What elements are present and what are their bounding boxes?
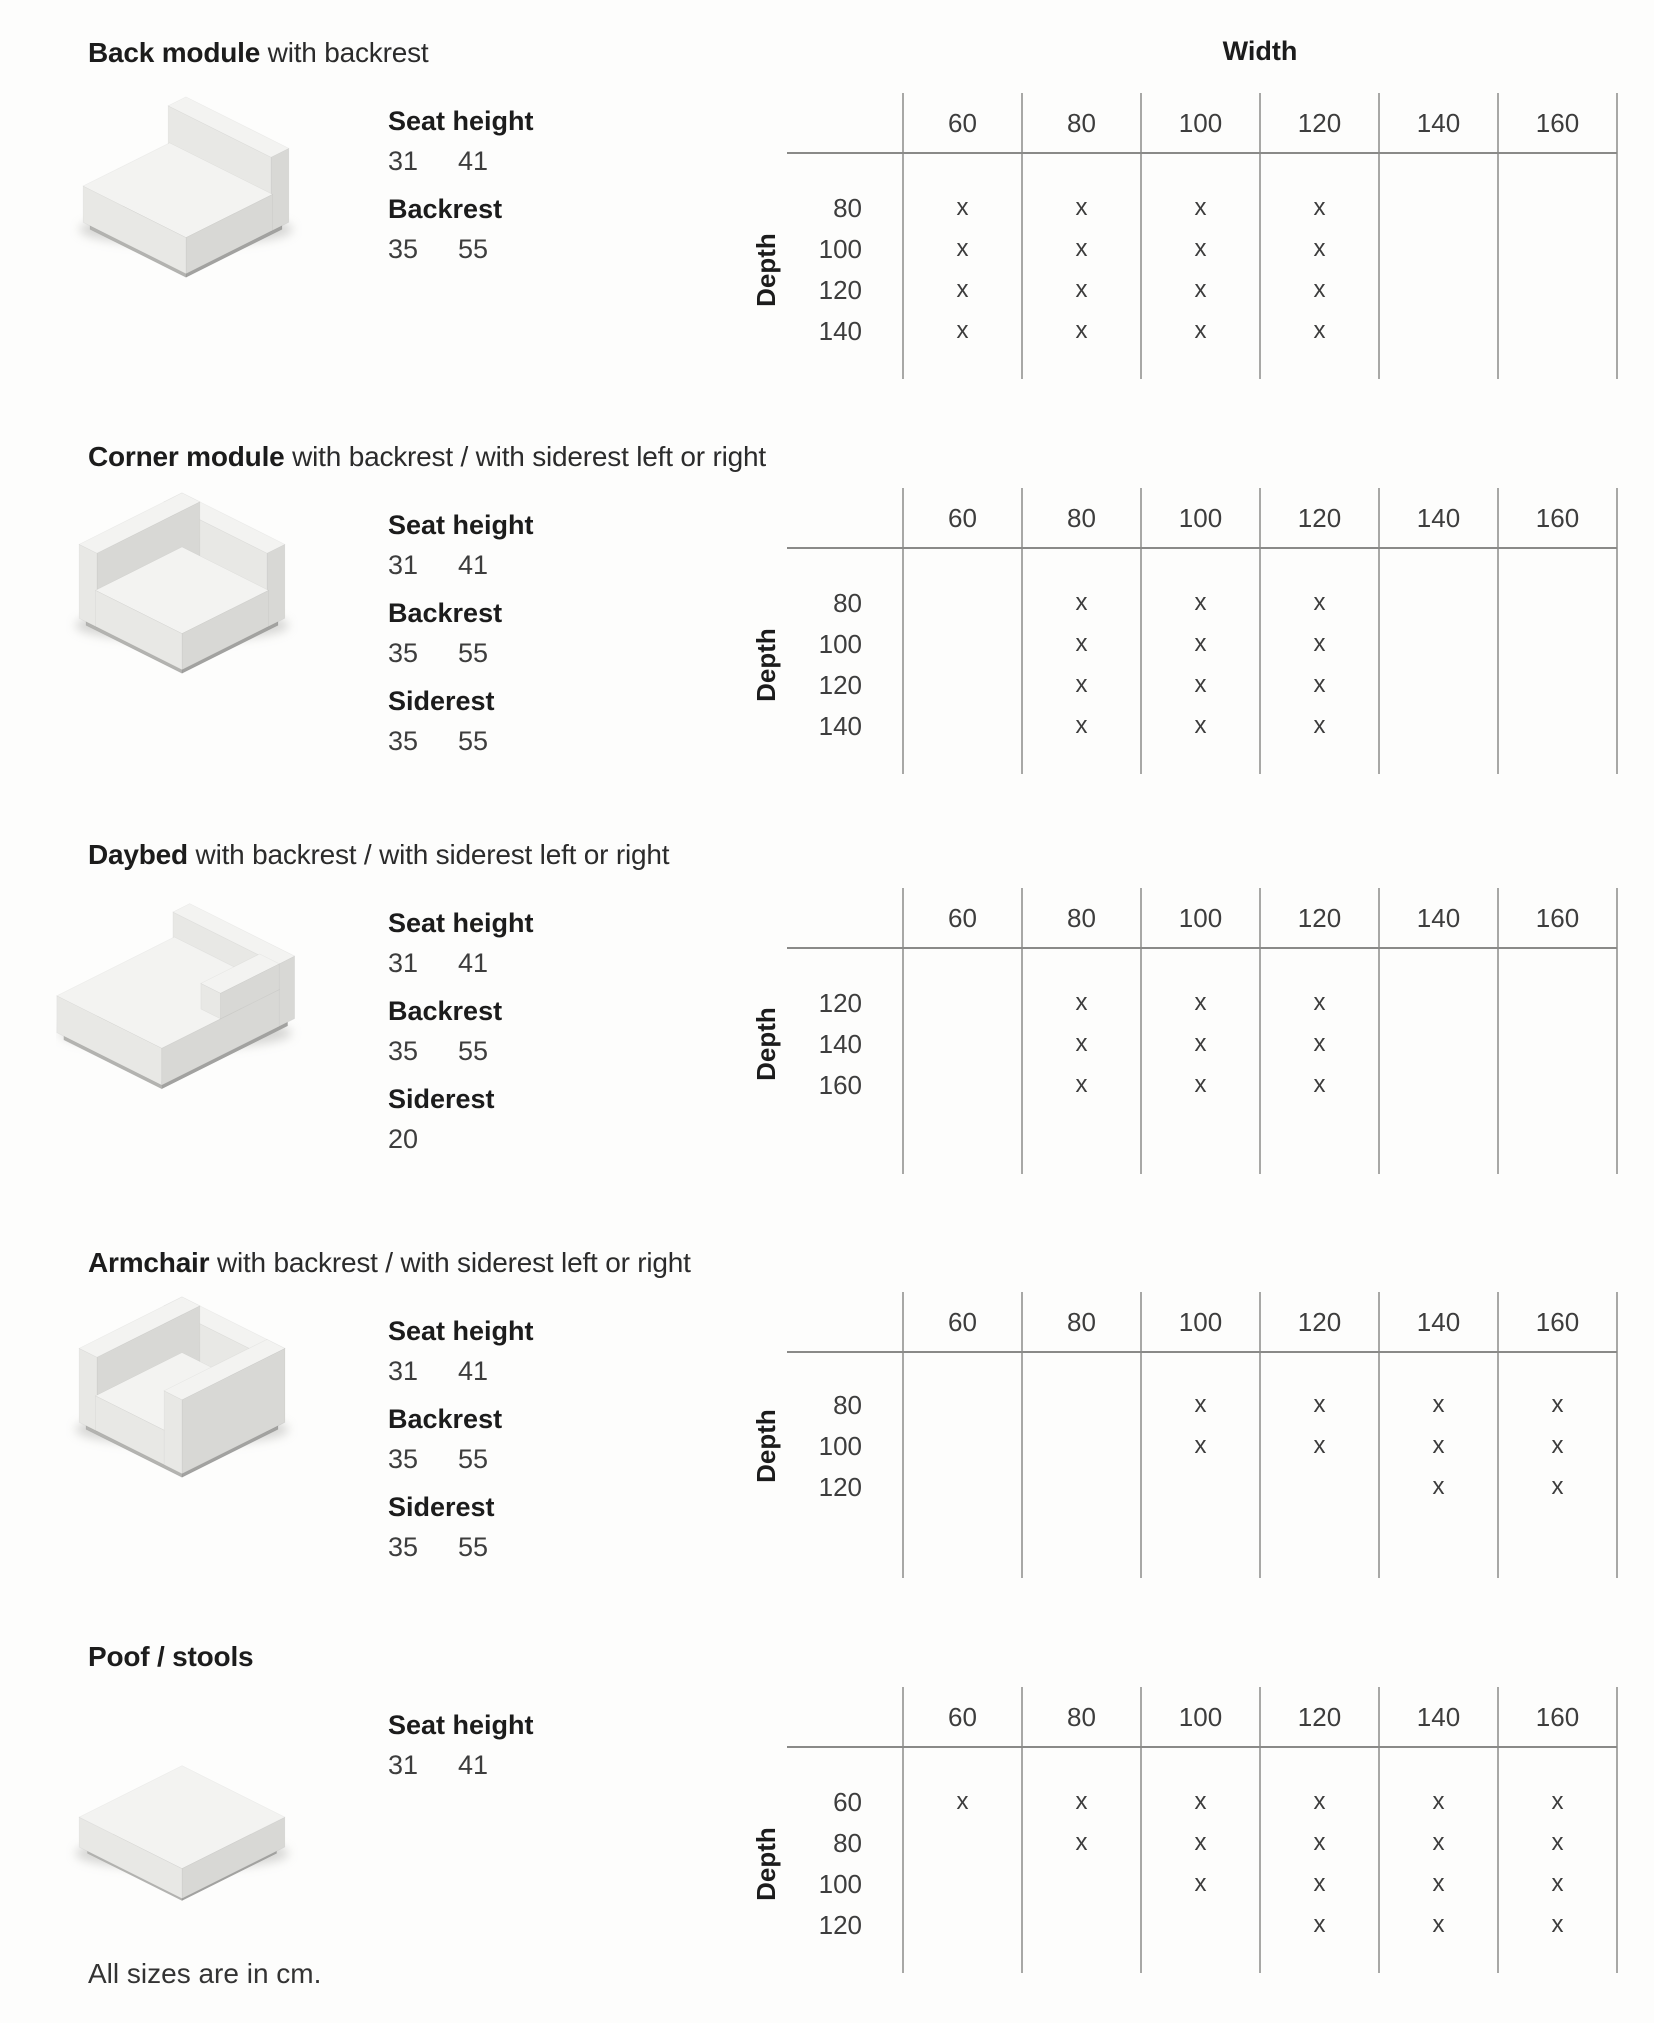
spec-value: 35 (388, 726, 419, 756)
depth-axis-label: Depth (751, 1409, 781, 1483)
availability-mark: x (956, 194, 969, 221)
spec-values (388, 1444, 488, 1474)
availability-mark: x (1551, 1391, 1564, 1418)
spec-label: Seat height (388, 510, 534, 540)
spec-value: 55 (458, 1444, 489, 1474)
depth-row-label: 100 (818, 629, 862, 659)
availability-mark: x (1075, 589, 1088, 616)
furniture-face (271, 148, 289, 231)
section-title-bold: Back module (88, 37, 261, 68)
availability-mark: x (956, 1788, 969, 1815)
spec-values (388, 1124, 418, 1154)
section-title (88, 36, 428, 70)
spec-value: 20 (388, 1124, 419, 1154)
depth-row-label: 140 (818, 316, 862, 346)
column-header: 80 (1067, 1702, 1096, 1732)
spec-value: 31 (388, 550, 419, 580)
spec-label: Seat height (388, 1316, 534, 1346)
spec-value: 35 (388, 234, 419, 264)
depth-row-label: 160 (818, 1070, 862, 1100)
column-header: 140 (1416, 503, 1461, 533)
availability-mark: x (1075, 1030, 1088, 1057)
availability-mark: x (1194, 1870, 1207, 1897)
availability-mark: x (1551, 1788, 1564, 1815)
furniture-face (278, 956, 295, 1027)
depth-row-label: 80 (833, 1828, 862, 1858)
availability-mark: x (1313, 1030, 1326, 1057)
column-header: 100 (1178, 903, 1223, 933)
spec-value: 55 (458, 726, 489, 756)
availability-mark: x (1075, 989, 1088, 1016)
availability-mark: x (1432, 1911, 1445, 1938)
section-title-rest: with backrest (267, 37, 429, 68)
column-header: 60 (948, 503, 977, 533)
spec-value: 35 (388, 638, 419, 668)
spec-label: Siderest (388, 686, 495, 716)
table-grid-line (787, 1351, 1617, 1353)
availability-mark: x (1075, 671, 1088, 698)
availability-mark: x (1313, 1870, 1326, 1897)
spec-value: 35 (388, 1036, 419, 1066)
availability-mark: x (1194, 1030, 1207, 1057)
spec-values (388, 146, 488, 176)
availability-mark: x (1551, 1870, 1564, 1897)
column-header: 60 (948, 108, 977, 138)
spec-value: 31 (388, 948, 419, 978)
depth-row-label: 120 (818, 275, 862, 305)
spec-value: 55 (458, 1532, 489, 1562)
depth-row-label: 100 (818, 234, 862, 264)
spec-label: Backrest (388, 598, 503, 628)
availability-mark: x (1194, 989, 1207, 1016)
column-header: 100 (1178, 503, 1223, 533)
availability-mark: x (956, 235, 969, 262)
section-title (88, 440, 766, 474)
furniture-face (164, 1391, 182, 1474)
table-grid-line (787, 152, 1617, 154)
depth-axis-label: Depth (751, 1007, 781, 1081)
spec-value: 41 (458, 550, 489, 580)
availability-mark: x (1075, 194, 1088, 221)
availability-mark: x (1313, 194, 1326, 221)
availability-mark: x (1075, 712, 1088, 739)
spec-values (388, 1356, 488, 1386)
spec-label: Seat height (388, 106, 534, 136)
depth-row-label: 80 (833, 193, 862, 223)
spec-values (388, 726, 488, 756)
spec-values (388, 550, 488, 580)
availability-mark: x (1551, 1829, 1564, 1856)
spec-label: Backrest (388, 1404, 503, 1434)
availability-mark: x (1194, 194, 1207, 221)
column-header: 100 (1178, 108, 1223, 138)
spec-values (388, 234, 488, 264)
column-header: 160 (1535, 503, 1580, 533)
spec-values (388, 948, 488, 978)
column-header: 80 (1067, 108, 1096, 138)
availability-mark: x (1313, 1071, 1326, 1098)
column-header: 80 (1067, 503, 1096, 533)
availability-mark: x (1075, 317, 1088, 344)
availability-mark: x (1551, 1911, 1564, 1938)
availability-mark: x (1313, 712, 1326, 739)
spec-values (388, 638, 488, 668)
availability-mark: x (1313, 1829, 1326, 1856)
daybed-illustration (56, 886, 308, 1102)
column-header: 100 (1178, 1307, 1223, 1337)
spec-values (388, 1750, 488, 1780)
spec-value: 35 (388, 1444, 419, 1474)
availability-mark: x (1313, 276, 1326, 303)
spec-value: 35 (388, 1532, 419, 1562)
column-header: 60 (948, 1307, 977, 1337)
column-header: 140 (1416, 1702, 1461, 1732)
furniture-face (79, 544, 97, 627)
availability-mark: x (1075, 630, 1088, 657)
availability-mark: x (1432, 1473, 1445, 1500)
footer-note: All sizes are in cm. (88, 1958, 322, 1989)
table-grid-line (787, 1746, 1617, 1748)
column-header: 120 (1297, 1307, 1342, 1337)
availability-mark: x (1313, 1911, 1326, 1938)
spec-value: 31 (388, 146, 419, 176)
availability-mark: x (1075, 1829, 1088, 1856)
depth-row-label: 60 (833, 1787, 862, 1817)
column-header: 100 (1178, 1702, 1223, 1732)
column-header: 160 (1535, 1702, 1580, 1732)
availability-mark: x (1313, 630, 1326, 657)
availability-mark: x (1313, 671, 1326, 698)
section-title (88, 1246, 691, 1280)
section-title (88, 1640, 253, 1674)
availability-mark: x (1075, 1788, 1088, 1815)
column-header: 140 (1416, 108, 1461, 138)
availability-mark: x (1432, 1788, 1445, 1815)
column-header: 140 (1416, 1307, 1461, 1337)
section-title-bold: Poof / stools (88, 1641, 254, 1672)
depth-row-label: 100 (818, 1869, 862, 1899)
section-title-rest: with backrest / with siderest left or right (292, 441, 766, 472)
availability-mark: x (1432, 1829, 1445, 1856)
availability-mark: x (1194, 317, 1207, 344)
section-title (88, 838, 669, 872)
column-header: 80 (1067, 1307, 1096, 1337)
spec-value: 55 (458, 234, 489, 264)
section-title-bold: Corner module (88, 441, 285, 472)
section-title-rest: with backrest / with siderest left or right (195, 839, 670, 870)
depth-row-label: 120 (818, 1472, 862, 1502)
column-header: 120 (1297, 1702, 1342, 1732)
table-grid-line (787, 947, 1617, 949)
spec-label: Backrest (388, 996, 503, 1026)
availability-mark: x (1432, 1391, 1445, 1418)
back-module-illustration (70, 92, 302, 294)
availability-mark: x (1194, 276, 1207, 303)
depth-axis-label: Depth (751, 627, 781, 702)
spec-values (388, 1036, 488, 1066)
furniture-face (267, 544, 285, 627)
availability-mark: x (1194, 1071, 1207, 1098)
poof-illustration (66, 1716, 298, 1918)
availability-mark: x (1075, 276, 1088, 303)
depth-row-label: 80 (833, 588, 862, 618)
column-header: 80 (1067, 903, 1096, 933)
availability-mark: x (1432, 1432, 1445, 1459)
spec-label: Seat height (388, 908, 534, 938)
corner-module-illustration (66, 488, 298, 690)
spec-values (388, 1532, 488, 1562)
depth-axis-label: Depth (751, 1826, 781, 1901)
availability-mark: x (1194, 589, 1207, 616)
spec-value: 31 (388, 1356, 419, 1386)
column-header: 160 (1535, 1307, 1580, 1337)
spec-value: 31 (388, 1750, 419, 1780)
spec-label: Seat height (388, 1710, 534, 1740)
depth-row-label: 140 (818, 1029, 862, 1059)
depth-row-label: 80 (833, 1390, 862, 1420)
availability-mark: x (1075, 235, 1088, 262)
section-title-rest: with backrest / with siderest left or right (216, 1247, 691, 1278)
section-title-bold: Daybed (88, 839, 188, 870)
availability-mark: x (1194, 1391, 1207, 1418)
availability-mark: x (1194, 712, 1207, 739)
availability-mark: x (1075, 1071, 1088, 1098)
depth-row-label: 120 (818, 670, 862, 700)
spec-value: 41 (458, 1356, 489, 1386)
furniture-face (79, 1348, 97, 1431)
availability-mark: x (1313, 1432, 1326, 1459)
availability-mark: x (1551, 1473, 1564, 1500)
availability-mark: x (956, 276, 969, 303)
column-header: 60 (948, 1702, 977, 1732)
depth-row-label: 140 (818, 711, 862, 741)
spec-value: 41 (458, 1750, 489, 1780)
spec-label: Siderest (388, 1492, 495, 1522)
availability-mark: x (1194, 1829, 1207, 1856)
availability-mark: x (1194, 235, 1207, 262)
spec-label: Siderest (388, 1084, 495, 1114)
spec-value: 55 (458, 1036, 489, 1066)
availability-mark: x (1313, 1391, 1326, 1418)
spec-value: 41 (458, 146, 489, 176)
availability-mark: x (1432, 1870, 1445, 1897)
spec-label: Backrest (388, 194, 503, 224)
section-title-bold: Armchair (88, 1247, 210, 1278)
table-grid-line (787, 547, 1617, 549)
column-header: 120 (1297, 108, 1342, 138)
availability-mark: x (1194, 1788, 1207, 1815)
column-header: 60 (948, 903, 977, 933)
column-header: 120 (1297, 903, 1342, 933)
availability-mark: x (1313, 317, 1326, 344)
column-header: 160 (1535, 108, 1580, 138)
armchair-illustration (66, 1292, 298, 1494)
column-header: 140 (1416, 903, 1461, 933)
depth-axis-label: Depth (751, 232, 781, 307)
availability-mark: x (1194, 671, 1207, 698)
availability-mark: x (1194, 630, 1207, 657)
column-header: 160 (1535, 903, 1580, 933)
availability-mark: x (1194, 1432, 1207, 1459)
availability-mark: x (1313, 235, 1326, 262)
availability-mark: x (1313, 589, 1326, 616)
depth-row-label: 100 (818, 1431, 862, 1461)
width-axis-label: Width (1222, 36, 1298, 66)
availability-mark: x (1313, 1788, 1326, 1815)
availability-mark: x (1551, 1432, 1564, 1459)
availability-mark: x (1313, 989, 1326, 1016)
spec-value: 55 (458, 638, 489, 668)
depth-row-label: 120 (818, 988, 862, 1018)
availability-mark: x (956, 317, 969, 344)
spec-value: 41 (458, 948, 489, 978)
depth-row-label: 120 (818, 1910, 862, 1940)
column-header: 120 (1297, 503, 1342, 533)
